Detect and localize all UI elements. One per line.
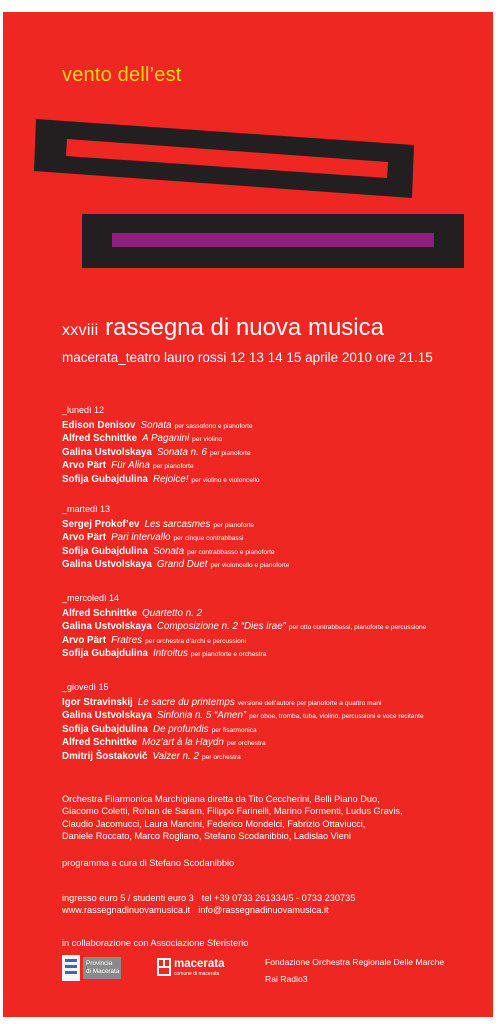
composer-name: Galina Ustvolskaya bbox=[62, 559, 152, 571]
composer-name: Arvo Pärt bbox=[62, 460, 107, 472]
composer-name: Arvo Pärt bbox=[62, 634, 107, 646]
programme-item bbox=[62, 607, 492, 620]
performers-line: Daniele Roccato, Marco Rogliano, Stefano Scodanibbio, Ladislao Vieni bbox=[62, 831, 351, 842]
programme-item bbox=[62, 432, 492, 445]
instrumentation: per violino bbox=[192, 436, 223, 444]
instrumentation: per cinque contrabbassi bbox=[173, 535, 244, 543]
work-title: Valzer n. 2 bbox=[152, 750, 199, 762]
composer-name: Sergej Prokof’ev bbox=[62, 519, 140, 530]
instrumentation: per sassofono e pianoforte bbox=[174, 423, 253, 430]
phone-number: tel +39 0733 261334/5 - 0733 230735 bbox=[201, 893, 356, 903]
work-title: Sonata bbox=[153, 545, 185, 557]
work-title: Les sarcasmes bbox=[144, 519, 211, 530]
instrumentation: per orchestra bbox=[226, 740, 266, 748]
work-title: Sinfonia n. 5 “Amen” bbox=[156, 710, 247, 722]
festival-title bbox=[62, 314, 384, 342]
venue-dates: macerata_teatro lauro rossi 12 13 14 15 aprile 2010 ore 21.15 bbox=[62, 350, 433, 365]
composer-name: Galina Ustvolskaya bbox=[62, 710, 152, 722]
provincia-line2: di Macerata bbox=[86, 967, 120, 975]
work-title: Composizione n. 2 “Dies irae” bbox=[156, 621, 286, 633]
work-title: Rejoice! bbox=[153, 473, 189, 485]
bars-graphic bbox=[3, 12, 493, 282]
instrumentation: per otto contrabbassi, pianoforte e percussione bbox=[288, 624, 427, 632]
programme-item bbox=[62, 558, 492, 571]
work-title: Moz’art à la Haydn bbox=[142, 737, 224, 749]
composer-name: Galina Ustvolskaya bbox=[62, 446, 152, 458]
composer-name: Edison Denisov bbox=[62, 420, 136, 431]
instrumentation: per pianoforte bbox=[152, 463, 194, 471]
work-title: Sonata n. 6 bbox=[156, 446, 207, 458]
comune-name: macerata bbox=[174, 958, 225, 970]
programme-day bbox=[62, 593, 492, 661]
email-link[interactable]: info@rassegnadinuovamusica.it bbox=[198, 905, 329, 916]
work-title: Introitus bbox=[153, 648, 188, 660]
composer-name: Sofija Gubajdulina bbox=[62, 723, 149, 735]
website-link[interactable]: www.rassegnadinuovamusica.it bbox=[62, 905, 191, 916]
work-title: Pari intervallo bbox=[111, 532, 171, 544]
programme-item bbox=[62, 620, 492, 633]
instrumentation: versione dell’autore per pianoforte a quattro mani bbox=[237, 700, 382, 707]
programme-item bbox=[62, 446, 492, 459]
performers-line: Giacomo Coletti, Rohan de Saram, Filippo Farinelli, Marino Formenti, Ludus Gravis, bbox=[62, 806, 403, 817]
programme-item bbox=[62, 750, 492, 763]
comune-sub: comune di macerata bbox=[174, 971, 220, 977]
curator-credit: programma a cura di Stefano Scodanibbio bbox=[62, 858, 235, 868]
work-title: Für Alina bbox=[111, 460, 150, 472]
work-title: De profundis bbox=[153, 723, 209, 735]
work-title: Fratres bbox=[111, 634, 143, 646]
composer-name: Alfred Schnittke bbox=[62, 608, 138, 619]
provincia-emblem-icon bbox=[62, 955, 80, 981]
programme-item bbox=[62, 736, 492, 749]
provincia-line1: Provincia bbox=[86, 960, 113, 967]
partner-item: Fondazione Orchestra Regionale Delle Marche bbox=[265, 957, 445, 967]
instrumentation: per contrabbasso e pianoforte bbox=[187, 548, 275, 556]
instrumentation: per fisarmonica bbox=[211, 726, 257, 734]
day-label: _giovedì 15 bbox=[62, 682, 109, 692]
programme-item bbox=[62, 531, 492, 544]
instrumentation: per violino e violoncello bbox=[191, 476, 260, 484]
lower-bar-stripe bbox=[112, 233, 434, 247]
work-title: Sonata bbox=[140, 420, 172, 431]
day-label: _lunedì 12 bbox=[62, 405, 105, 415]
work-title: Quartetto n. 2 bbox=[142, 608, 203, 619]
programme-day bbox=[62, 682, 492, 763]
collaboration-credit: in collaborazione con Associazione Sferisterio bbox=[62, 938, 249, 948]
comune-logo bbox=[157, 955, 237, 981]
programme-item bbox=[62, 459, 492, 472]
programme-day bbox=[62, 405, 492, 486]
instrumentation: per oboe, tromba, tuba, violino, percussioni e voce recitante bbox=[249, 713, 424, 721]
work-title: Grand Duet bbox=[156, 559, 208, 571]
composer-name: Galina Ustvolskaya bbox=[62, 621, 152, 633]
poster bbox=[3, 12, 493, 1017]
programme-item bbox=[62, 545, 492, 558]
composer-name: Sofija Gubajdulina bbox=[62, 648, 149, 660]
work-title: A Paganini bbox=[142, 433, 190, 445]
festival-name: rassegna di nuova musica bbox=[105, 314, 384, 341]
programme-item bbox=[62, 419, 492, 432]
performers-line: Orchestra Filarmonica Marchigiana diretta da Tito Ceccherini, Belli Piano Duo, bbox=[62, 794, 380, 804]
partner-item: Rai Radio3 bbox=[265, 974, 308, 984]
programme-item bbox=[62, 696, 492, 709]
work-title: Le sacre du printemps bbox=[137, 697, 235, 708]
instrumentation: per orchestra bbox=[201, 753, 241, 761]
programme-item bbox=[62, 473, 492, 486]
instrumentation: per pianoforte e orchestra bbox=[190, 651, 267, 659]
day-label: _martedì 13 bbox=[62, 504, 111, 514]
composer-name: Arvo Pärt bbox=[62, 532, 107, 544]
composer-name: Alfred Schnittke bbox=[62, 737, 138, 749]
brand-title: vento dell’est bbox=[62, 64, 182, 86]
provincia-logo bbox=[62, 955, 122, 981]
composer-name: Sofija Gubajdulina bbox=[62, 473, 149, 485]
composer-name: Sofija Gubajdulina bbox=[62, 545, 149, 557]
instrumentation: per violoncello e pianoforte bbox=[210, 562, 290, 570]
composer-name: Alfred Schnittke bbox=[62, 433, 138, 445]
edition-number: xxviii bbox=[62, 322, 99, 339]
instrumentation: per pianoforte bbox=[209, 449, 251, 457]
programme-item bbox=[62, 647, 492, 660]
ticket-price: ingresso euro 5 / studenti euro 3 bbox=[62, 893, 194, 903]
composer-name: Igor Stravinskij bbox=[62, 697, 133, 708]
instrumentation: per orchestra d’archi e percussioni bbox=[145, 637, 246, 645]
programme-day bbox=[62, 504, 492, 572]
programme-item bbox=[62, 709, 492, 722]
performers-line: Claudio Jacomucci, Laura Mancini, Federico Mondelci, Fabrizio Ottaviucci, bbox=[62, 818, 366, 829]
instrumentation: per pianoforte bbox=[213, 522, 255, 529]
programme-item bbox=[62, 518, 492, 531]
programme-item bbox=[62, 723, 492, 736]
day-label: _mercoledì 14 bbox=[62, 593, 120, 603]
programme-item bbox=[62, 634, 492, 647]
crest-icon bbox=[157, 958, 171, 976]
provincia-label bbox=[83, 957, 121, 979]
composer-name: Dmitrij Šostakovič bbox=[62, 750, 148, 762]
ticket-info bbox=[62, 892, 363, 917]
partners bbox=[265, 954, 444, 988]
performers bbox=[62, 793, 442, 843]
